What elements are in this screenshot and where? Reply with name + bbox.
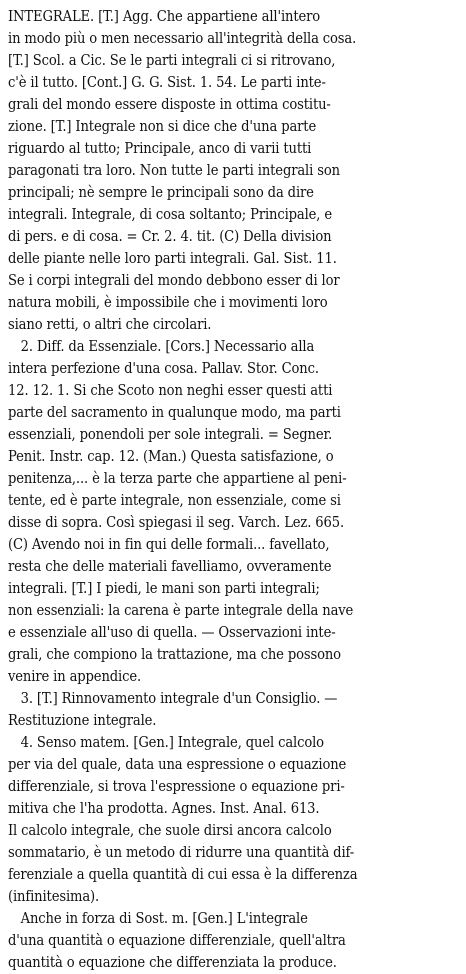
text-line: essenziali, ponendoli per sole integrali. = Segner. — [8, 426, 333, 443]
text-line: riguardo al tutto; Principale, anco di varii tutti — [8, 140, 312, 157]
text-line: delle piante nelle loro parti integrali. Gal. Sist. 11. — [8, 250, 337, 267]
text-line: integrali. Integrale, di cosa soltanto; Principale, e — [8, 206, 333, 223]
text-line: Penit. Instr. cap. 12. (Man.) Questa satisfazione, o — [8, 448, 334, 465]
text-line: venire in appendice. — [8, 668, 142, 685]
section-4-heading: 4. Senso matem. [Gen.] Integrale, quel calcolo — [20, 734, 324, 751]
text-line: disse di sopra. Così spiegasi il seg. Varch. Lez. 665. — [8, 514, 345, 531]
text-line: zione. [T.] Integrale non si dice che d'una parte — [8, 118, 317, 135]
text-line: resta che delle materiali favelliamo, ovveramente — [8, 558, 332, 575]
text-line: mitiva che l'ha prodotta. Agnes. Inst. Anal. 613. — [8, 800, 320, 817]
text-line: quantità o equazione che differenziata la produce. — [8, 954, 337, 971]
text-line: natura mobili, è impossibile che i movimenti loro — [8, 294, 328, 311]
text-line: Restituzione integrale. — [8, 712, 157, 729]
text-line: (C) Avendo noi in fin qui delle formali... favellato, — [8, 536, 330, 553]
subsection-heading: Anche in forza di Sost. m. [Gen.] L'integrale — [20, 910, 308, 927]
text-line: di pers. e di cosa. = Cr. 2. 4. tit. (C) Della division — [8, 228, 332, 245]
text-line: e essenziale all'uso di quella. — Osservazioni inte- — [8, 624, 336, 641]
text-line: ferenziale a quella quantità di cui essa è la differenza — [8, 866, 358, 883]
section-3-heading: 3. [T.] Rinnovamento integrale d'un Consiglio. — — [20, 690, 338, 707]
text-line: penitenza,... è la terza parte che appartiene al peni- — [8, 470, 347, 487]
text-line: INTEGRALE. [T.] Agg. Che appartiene all'intero — [8, 8, 321, 25]
text-line: paragonati tra loro. Non tutte le parti integrali son — [8, 162, 340, 179]
text-line: tente, ed è parte integrale, non essenziale, come si — [8, 492, 341, 509]
text-line: non essenziali: la carena è parte integrale della nave — [8, 602, 354, 619]
text-line: intera perfezione d'una cosa. Pallav. Stor. Conc. — [8, 360, 319, 377]
text-line: (infinitesima). — [8, 888, 100, 905]
text-line: grali del mondo essere disposte in ottima costitu- — [8, 96, 331, 113]
text-line: Il calcolo integrale, che suole dirsi ancora calcolo — [8, 822, 332, 839]
text-line: sommatario, è un metodo di ridurre una quantità dif- — [8, 844, 355, 861]
text-line: principali; nè sempre le principali sono da dire — [8, 184, 314, 201]
text-line: integrali. [T.] I piedi, le mani son parti integrali; — [8, 580, 320, 597]
text-line: differenziale, si trova l'espressione o equazione pri- — [8, 778, 345, 795]
text-line: grali, che compiono la trattazione, ma che possono — [8, 646, 341, 663]
text-line: parte del sacramento in qualunque modo, ma parti — [8, 404, 341, 421]
text-line: c'è il tutto. [Cont.] G. G. Sist. 1. 54. Le parti inte- — [8, 74, 326, 91]
text-line: siano retti, o altri che circolari. — [8, 316, 212, 333]
text-line: Se i corpi integrali del mondo debbono esser di lor — [8, 272, 340, 289]
text-line: [T.] Scol. a Cic. Se le parti integrali ci si ritrovano, — [8, 52, 336, 69]
text-line: d'una quantità o equazione differenziale, quell'altra — [8, 932, 346, 949]
text-line: in modo più o men necessario all'integrità della cosa. — [8, 30, 357, 47]
text-line: per via del quale, data una espressione o equazione — [8, 756, 347, 773]
text-line: 12. 12. 1. Si che Scoto non neghi esser questi atti — [8, 382, 333, 399]
section-2-heading: 2. Diff. da Essenziale. [Cors.] Necessario alla — [20, 338, 315, 355]
